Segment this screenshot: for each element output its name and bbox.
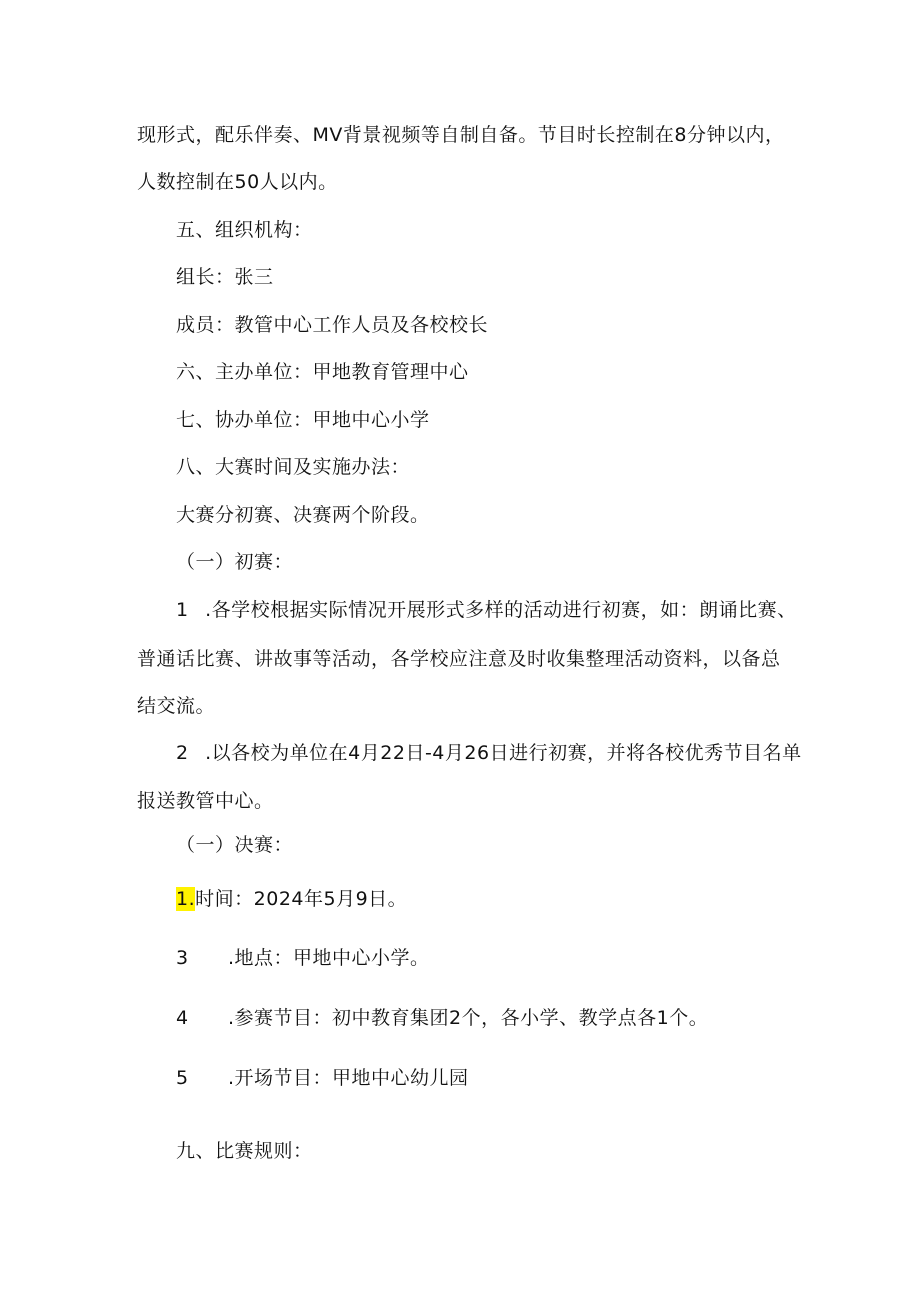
final-item1 [176,887,407,911]
final-item5-number: 5 [176,1067,189,1089]
prelim-item2-text: .以各校为单位在4月22日-4月26日进行初赛，并将各校优秀节目名单 [205,742,802,764]
intro-line-2: 人数控制在50人以内。 [137,171,338,193]
final-item3-number: 3 [176,947,189,969]
intro-line-1: 现形式，配乐伴奏、MV背景视频等自制自备。节目时长控制在8分钟以内， [137,124,785,146]
final-item1-number-highlighted: 1. [176,888,196,910]
prelim-item1-number: 1 [176,599,189,621]
section5-leader: 组长：张三 [176,266,274,288]
prelim-heading: （一）初赛： [176,551,294,573]
final-item1-text: 时间：2024年5月9日。 [195,888,408,910]
final-item5 [176,1066,469,1090]
prelim-item1-text: .各学校根据实际情况开展形式多样的活动进行初赛，如：朗诵比赛、 [205,599,797,621]
section5-members: 成员：教管中心工作人员及各校校长 [176,314,489,336]
final-item5-text: .开场节目：甲地中心幼儿园 [228,1067,469,1089]
section8-heading: 八、大赛时间及实施办法： [176,456,411,478]
final-item3 [176,946,430,970]
prelim-item2-line2: 报送教管中心。 [137,790,274,812]
section8-summary: 大赛分初赛、决赛两个阶段。 [176,504,430,526]
final-item4-number: 4 [176,1007,189,1029]
final-item3-text: .地点：甲地中心小学。 [228,947,430,969]
final-item4-text: .参赛节目：初中教育集团2个，各小学、教学点各1个。 [228,1007,709,1029]
section5-heading: 五、组织机构： [176,219,313,241]
prelim-item2-line1 [176,741,802,765]
final-item4 [176,1006,709,1030]
section7-heading: 七、协办单位：甲地中心小学 [176,409,430,431]
prelim-item1-line2: 普通话比赛、讲故事等活动，各学校应注意及时收集整理活动资料，以备总 [137,648,781,670]
prelim-item1-line1 [176,598,797,622]
section6-heading: 六、主办单位：甲地教育管理中心 [176,361,469,383]
prelim-item1-line3: 结交流。 [137,695,216,717]
final-heading: （一）决赛： [176,834,294,856]
section9-heading: 九、比赛规则： [176,1140,313,1162]
prelim-item2-number: 2 [176,742,189,764]
